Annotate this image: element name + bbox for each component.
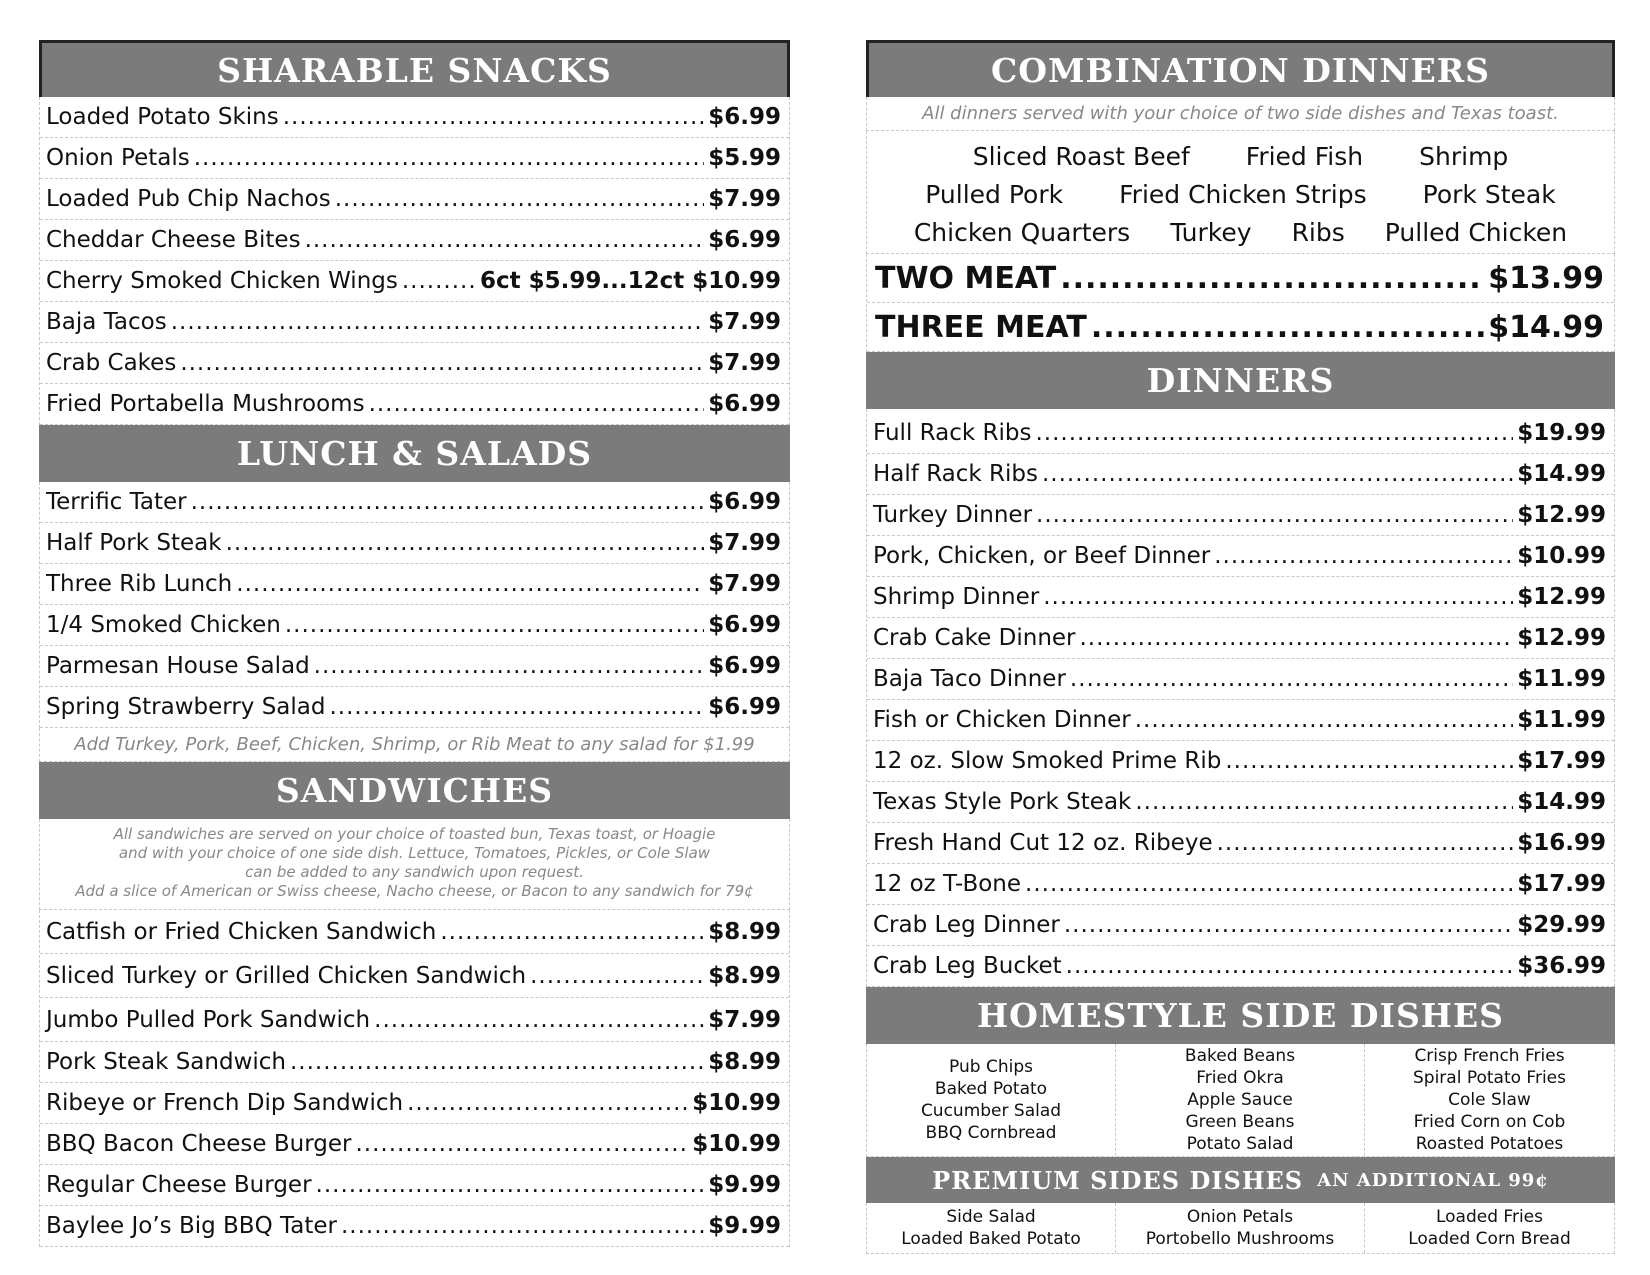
menu-item: 12 oz T-Bone ..... $17.99 — [867, 864, 1614, 905]
right-column — [866, 40, 1615, 1254]
left-column — [39, 40, 790, 1247]
meat-line — [867, 137, 1614, 175]
menu-item: Three Rib Lunch ..... $7.99 — [40, 564, 789, 605]
sandwiches-list — [39, 910, 790, 1247]
menu-item: Onion Petals ..... $5.99 — [40, 138, 789, 179]
side-item: BBQ Cornbread — [925, 1123, 1057, 1143]
menu-item: Baja Taco Dinner ..... $11.99 — [867, 659, 1614, 700]
menu-item: Parmesan House Salad ..... $6.99 — [40, 646, 789, 687]
menu-item: Regular Cheese Burger ..... $9.99 — [40, 1165, 789, 1206]
sandwiches-note: All sandwiches are served on your choice of toasted bun, Texas toast, or Hoagie and with your choice of one side dish. Lettuce, Tomatoes, Pickles, or Cole Slaw can be added to any sandwich upon request. Add a slice of American or Swiss cheese, Nacho cheese, or Bacon to any sandwich for 79¢ — [39, 819, 790, 910]
sandwiches-header: SANDWICHES — [39, 762, 790, 819]
sharable-snacks-list — [39, 97, 790, 425]
meat-choice: Turkey — [1170, 217, 1252, 247]
side-item: Loaded Fries — [1435, 1207, 1543, 1227]
side-item: Apple Sauce — [1187, 1090, 1293, 1110]
side-item: Loaded Corn Bread — [1408, 1229, 1571, 1249]
side-item: Cole Slaw — [1448, 1090, 1531, 1110]
side-item: Onion Petals — [1186, 1207, 1294, 1227]
menu-item: Baja Tacos ..... $7.99 — [40, 302, 789, 343]
meat-choices — [866, 131, 1615, 254]
menu-item: Spring Strawberry Salad ..... $6.99 — [40, 687, 789, 728]
menu-item: Shrimp Dinner ..... $12.99 — [867, 577, 1614, 618]
menu-item: Fresh Hand Cut 12 oz. Ribeye ..... $16.99 — [867, 823, 1614, 864]
menu-item: Pork, Chicken, or Beef Dinner ..... $10.99 — [867, 536, 1614, 577]
meat-choice: Pulled Pork — [925, 179, 1064, 209]
menu-item: 12 oz. Slow Smoked Prime Rib ..... $17.99 — [867, 741, 1614, 782]
side-column — [1365, 1203, 1614, 1253]
meat-choice: Sliced Roast Beef — [972, 141, 1190, 171]
meat-choice: Pork Steak — [1422, 179, 1556, 209]
menu-item: Jumbo Pulled Pork Sandwich ..... $7.99 — [40, 998, 789, 1042]
side-item: Fried Corn on Cob — [1413, 1112, 1566, 1132]
menu-item: Sliced Turkey or Grilled Chicken Sandwich ..... $8.99 — [40, 954, 789, 998]
combination-note: All dinners served with your choice of two side dishes and Texas toast. — [866, 97, 1615, 131]
three-meat-row: THREE MEAT ..... $14.99 — [867, 303, 1614, 352]
side-item: Crisp French Fries — [1414, 1046, 1565, 1066]
meat-choice: Pulled Chicken — [1384, 217, 1568, 247]
combination-dinners-header: COMBINATION DINNERS — [866, 40, 1615, 97]
side-item: Spiral Potato Fries — [1412, 1068, 1566, 1088]
menu-item: Loaded Potato Skins ..... $6.99 — [40, 97, 789, 138]
side-item: Baked Beans — [1184, 1046, 1296, 1066]
menu-item: Pork Steak Sandwich ..... $8.99 — [40, 1042, 789, 1083]
menu-item: Half Pork Steak ..... $7.99 — [40, 523, 789, 564]
meat-choice: Fried Fish — [1245, 141, 1364, 171]
menu-item: 1/4 Smoked Chicken ..... $6.99 — [40, 605, 789, 646]
menu-item: Cheddar Cheese Bites ..... $6.99 — [40, 220, 789, 261]
side-column — [1116, 1044, 1365, 1156]
menu-item: Catfish or Fried Chicken Sandwich ..... $8.99 — [40, 910, 789, 954]
premium-sides-grid — [866, 1203, 1615, 1254]
side-item: Potato Salad — [1186, 1134, 1294, 1154]
premium-sides-subtitle: AN ADDITIONAL 99¢ — [1317, 1169, 1549, 1191]
homestyle-sides-grid — [866, 1044, 1615, 1157]
side-column — [867, 1044, 1116, 1156]
side-column — [1365, 1044, 1614, 1156]
side-item: Side Salad — [946, 1207, 1036, 1227]
menu-item: Texas Style Pork Steak ..... $14.99 — [867, 782, 1614, 823]
salad-addon-note: Add Turkey, Pork, Beef, Chicken, Shrimp, or Rib Meat to any salad for $1.99 — [39, 728, 790, 762]
premium-sides-header — [866, 1157, 1615, 1203]
meat-choice: Fried Chicken Strips — [1119, 179, 1367, 209]
side-item: Portobello Mushrooms — [1145, 1229, 1335, 1249]
side-item: Baked Potato — [934, 1079, 1048, 1099]
side-item: Loaded Baked Potato — [901, 1229, 1081, 1249]
menu-item: Fried Portabella Mushrooms ..... $6.99 — [40, 384, 789, 425]
menu-item: Turkey Dinner ..... $12.99 — [867, 495, 1614, 536]
side-column — [867, 1203, 1116, 1253]
menu-item: Half Rack Ribs ..... $14.99 — [867, 454, 1614, 495]
side-item: Green Beans — [1185, 1112, 1295, 1132]
menu-item: Crab Cake Dinner ..... $12.99 — [867, 618, 1614, 659]
menu-item: Crab Leg Bucket ..... $36.99 — [867, 946, 1614, 987]
dinners-list — [866, 409, 1615, 987]
menu-item: Terrific Tater ..... $6.99 — [40, 482, 789, 523]
meat-choice: Ribs — [1291, 217, 1345, 247]
sharable-snacks-header: SHARABLE SNACKS — [39, 40, 790, 97]
combo-prices — [866, 254, 1615, 352]
lunch-salads-list — [39, 482, 790, 728]
side-item: Cucumber Salad — [920, 1101, 1062, 1121]
side-item: Fried Okra — [1196, 1068, 1284, 1088]
meat-line — [867, 175, 1614, 213]
two-meat-row: TWO MEAT ..... $13.99 — [867, 254, 1614, 303]
menu-item: Fish or Chicken Dinner ..... $11.99 — [867, 700, 1614, 741]
side-column — [1116, 1203, 1365, 1253]
menu-item: Baylee Jo’s Big BBQ Tater ..... $9.99 — [40, 1206, 789, 1247]
menu-item: Cherry Smoked Chicken Wings ..... 6ct $5.99...12ct $10.99 — [40, 261, 789, 302]
meat-choice: Shrimp — [1419, 141, 1509, 171]
lunch-salads-header: LUNCH & SALADS — [39, 425, 790, 482]
side-item: Roasted Potatoes — [1415, 1134, 1564, 1154]
meat-line — [867, 213, 1614, 251]
side-item: Pub Chips — [949, 1057, 1033, 1077]
menu-item: Ribeye or French Dip Sandwich ..... $10.99 — [40, 1083, 789, 1124]
premium-sides-title: PREMIUM SIDES DISHES — [932, 1165, 1304, 1195]
dinners-header: DINNERS — [866, 352, 1615, 409]
menu-item: Crab Leg Dinner ..... $29.99 — [867, 905, 1614, 946]
menu-item: Crab Cakes ..... $7.99 — [40, 343, 789, 384]
homestyle-sides-header: HOMESTYLE SIDE DISHES — [866, 987, 1615, 1044]
menu-item: Full Rack Ribs ..... $19.99 — [867, 413, 1614, 454]
meat-choice: Chicken Quarters — [913, 217, 1131, 247]
menu-item: BBQ Bacon Cheese Burger ..... $10.99 — [40, 1124, 789, 1165]
menu-item: Loaded Pub Chip Nachos ..... $7.99 — [40, 179, 789, 220]
